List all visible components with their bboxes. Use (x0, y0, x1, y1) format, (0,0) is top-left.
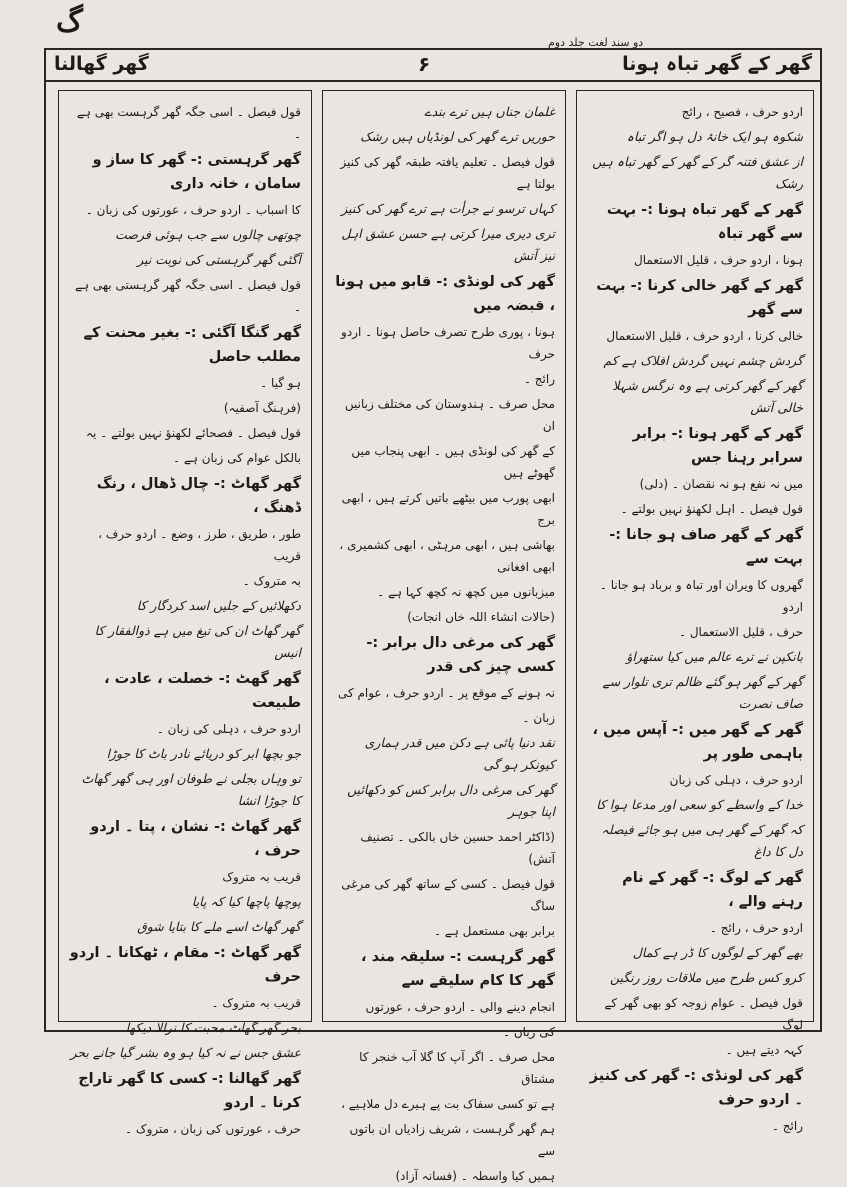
definition-text: میں نہ نفع ہو نہ نقصان ۔ (دلی) (639, 477, 803, 491)
definition-text: قول فیصل ۔ تعلیم یافتہ طبقہ گھر کی کنیز بولتا ہے (340, 155, 555, 191)
headword-entry: گھر کے گھر صاف ہو جانا :- بہت سے (609, 527, 803, 567)
headword-entry: گھر گھاٹ :- مقام ، ٹھکانا ۔ اردو حرف (69, 945, 301, 985)
definition-text: نہ ہونے کے موقع پر ۔ اردو حرف ، عوام کی (337, 686, 555, 700)
definition-text: (ڈاکٹر احمد حسین خاں بالکی ۔ تصنیف آتش) (360, 830, 555, 866)
verse-line: جو بچھا ابر کو دریائے نادر باٹ کا جوڑا (106, 746, 301, 761)
definition-text: زبان ۔ (522, 711, 555, 725)
column-right (576, 90, 814, 1133)
definition-text: ہم گھر گرہست ، شریف زادیاں ان باتوں سے (349, 1122, 555, 1158)
definition-text: قول فیصل ۔ اہل لکھنؤ نہیں بولتے ۔ (620, 502, 803, 516)
verse-line: غلمان جناں ہیں ترے بندے (424, 104, 555, 119)
definition-text: قریب بہ متروک ۔ (211, 996, 301, 1010)
last-headword-title: گھر گھالنا (54, 53, 149, 75)
verse-line: خدا کے واسطے کو سعی اور مدعا ہوا کا (596, 797, 803, 812)
definition-text: حرف ، قلیل الاستعمال ۔ (678, 625, 803, 639)
verse-line: شکوہ ہو ایک خانۂ دل ہو اگر تباہ (626, 129, 803, 144)
headword-entry: گھر گنگا آگئی :- بغیر محنت کے مطلب حاصل (83, 325, 301, 365)
definition-text: گھروں کا ویران اور تباہ و برباد ہو جانا ۔ اردو (599, 578, 803, 614)
definition-text: رائج ۔ (771, 1119, 803, 1133)
headword-entry: گھر کے گھر خالی کرنا :- بہت سے گھر (596, 278, 803, 318)
verse-line: دکھلائیں کے جلیں اسد کردگار کا (136, 598, 301, 613)
definition-text: کی زبان ۔ (503, 1025, 555, 1039)
first-headword-title: گھر کے گھر تباہ ہونا (622, 53, 812, 75)
definition-text: رائج ۔ (523, 372, 555, 386)
verse-line: از عشق فتنہ گر کے گھر کے گھر تباہ ہیں رشک (592, 154, 803, 191)
verse-line: بانکپن نے ترے عالم میں کیا ستھراؤ (626, 649, 803, 664)
definition-text: محل صرف ۔ اگر آپ کا گلا آب خنجر کا مشتاق (359, 1050, 555, 1086)
verse-line: چوتھی چالوں سے جب ہوئی فرصت (115, 227, 301, 242)
definition-text: قول فیصل ۔ اسی جگہ گھر گرہستی بھی ہے ۔ (74, 278, 301, 314)
definition-text: قول فیصل ۔ فصحائے لکھنؤ نہیں بولتے ۔ یہ (86, 426, 301, 440)
definition-text: ہے تو کسی سفاک بت پے ہیرے دل ملاہیے ، (341, 1097, 555, 1111)
headword-entry: گھر گھٹ :- خصلت ، عادت ، طبیعت (104, 671, 301, 711)
definition-text: کا اسباب ۔ اردو حرف ، عورتوں کی زبان ۔ (85, 203, 301, 217)
definition-text: کہہ دیتے ہیں ۔ (725, 1043, 803, 1057)
verse-line: حوریں ترے گھر کی لونڈیاں ہیں رشک (360, 129, 555, 144)
verse-line: عشق جس نے نہ کیا ہو وہ بشر گیا جانے بحر (70, 1045, 301, 1060)
verse-line: نقد دنیا پائی ہے دکن میں قدر ہماری کیونکر ہو گی (364, 735, 555, 772)
headword-entry: گھر کی لونڈی :- گھر کی کنیز ۔ اردو حرف (589, 1068, 803, 1108)
verse-line: آگئی گھر گرہستی کی نوبت نیر (137, 252, 301, 267)
headword-entry: گھر کی لونڈی :- قابو میں ہونا ، قبضہ میں (335, 274, 555, 314)
verse-line: گھر گھاٹ ان کی تیغ میں ہے ذوالفقار کا انیس (94, 623, 301, 660)
definition-text: محل صرف ۔ ہندوستان کی مختلف زبانیں ان (344, 397, 555, 433)
definition-text: ہمیں کیا واسطہ ۔ (فسانہ آزاد) (395, 1169, 555, 1183)
headword-entry: گھر گرہستی :- گھر کا ساز و سامان ، خانہ داری (92, 152, 301, 192)
definition-text: ابھی پورب میں بیٹھے باتیں کرتے ہیں ، ابھی برج (341, 491, 555, 527)
definition-text: (فرہنگ آصفیہ) (223, 401, 301, 415)
headword-entry: گھر کی مرغی دال برابر :- کسی چیز کی قدر (366, 635, 555, 675)
verse-line: گھر گھاٹ اسے ملے کا بتایا شوق (137, 919, 301, 934)
verse-line: تری دیری میرا کرتی ہے حسن عشق اہل نیز آتش (341, 226, 555, 263)
definition-text: ہونا ، پوری طرح تصرف حاصل ہونا ۔ اردو حرف (341, 325, 555, 361)
definition-text: انجام دینے والی ۔ اردو حرف ، عورتوں (365, 1000, 555, 1014)
definition-text: ہو گیا ۔ (260, 376, 301, 390)
headword-entry: گھر کے لوگ :- گھر کے نام رہنے والے ، (622, 870, 803, 910)
definition-text: قول فیصل ۔ عوام زوجہ کو بھی گھر کے لوگ (604, 996, 803, 1032)
definition-text: ہونا ، اردو حرف ، قلیل الاستعمال (634, 253, 803, 267)
verse-line: کہاں ترسو نے جرأت ہے ترے گھر کی کنیز (341, 201, 555, 216)
verse-line: گھر کی مرغی دال برابر کس کو دکھائیں اپنا جوہر (347, 782, 555, 819)
definition-text: اردو حرف ، دہلی کی زبان (669, 773, 803, 787)
definition-text: حرف ، عورتوں کی زبان ، متروک ۔ (125, 1122, 301, 1136)
definition-text: اردو حرف ، فصیح ، رائج (681, 105, 803, 119)
definition-text: بھاشی ہیں ، ابھی مرہٹی ، ابھی کشمیری ، ابھی افغانی (339, 538, 555, 574)
page-frame (44, 48, 822, 1183)
definition-text: قول فیصل ۔ کسی کے ساتھ گھر کی مرغی ساگ (341, 877, 555, 913)
headword-entry: گھر کے گھر تباہ ہونا :- بہت سے گھر تباہ (606, 202, 803, 242)
page-number: ۶ (418, 52, 431, 76)
definition-text: بہ متروک ۔ (242, 574, 301, 588)
definition-text: کے گھر کی لونڈی ہیں ۔ ابھی پنجاب میں گھوٹے ہیں (351, 444, 555, 480)
verse-line: بحر گھر گھاٹ محبت کا نرالا دیکھا (125, 1020, 301, 1035)
running-header-note: دو سند لغت جلد دوم (548, 36, 644, 49)
definition-text: قریب بہ متروک (222, 870, 301, 884)
headword-entry: گھر کے گھر ہونا :- برابر سرابر رہنا جس (632, 426, 803, 466)
verse-line: تو وہاں بجلی نے طوفان اور ہی گھر گھاٹ کا جوڑا انشا (81, 771, 301, 808)
definition-text: بالکل عوام کی زبان ہے ۔ (173, 451, 301, 465)
verse-line: کرو کس طرح میں ملاقات روز رنگین (609, 970, 803, 985)
headword-entry: گھر گرہست :- سلیقہ مند ، گھر کا کام سلیقے سے (361, 949, 555, 989)
definition-text: (حالات انشاء اللہ خاں انجات) (407, 610, 555, 624)
column-left (58, 90, 312, 1136)
definition-text: طور ، طریق ، طرز ، وضع ۔ اردو حرف ، قریب (98, 527, 301, 563)
verse-line: کہ گھر کے گھر ہی میں ہو جائے فیصلہ دل کا داغ (601, 822, 803, 859)
title-bar (46, 50, 820, 82)
headword-entry: گھر گھاٹ :- چال ڈھال ، رنگ ڈھنگ ، (96, 476, 301, 516)
definition-text: میزبانوں میں کچھ نہ کچھ کہا ہے ۔ (377, 585, 555, 599)
definition-text: خالی کرنا ، اردو حرف ، قلیل الاستعمال (606, 329, 803, 343)
definition-text: اردو حرف ، دہلی کی زبان ۔ (156, 722, 301, 736)
verse-line: گھر کے گھر کرتی ہے وہ نرگس شہلا خالی آتش (612, 378, 803, 415)
definition-text: اردو حرف ، رائج ۔ (709, 921, 803, 935)
verse-line: پوچھا پاچھا کیا کہ پایا (191, 894, 301, 909)
column-middle (322, 90, 566, 1183)
headword-entry: گھر گھالنا :- کسی کا گھر تاراج کرنا ۔ اردو (78, 1071, 301, 1111)
definition-text: قول فیصل ۔ اسی جگہ گھر گرہست بھی ہے ۔ (76, 105, 301, 141)
verse-line: بھے گھر کے لوگوں کا ڈر ہے کمال (632, 945, 803, 960)
verse-line: گھر کے گھر ہو گئے ظالم تری تلوار سے صاف نصرت (602, 674, 803, 711)
section-letter: گ (56, 4, 83, 39)
definition-text: برابر بھی مستعمل ہے ۔ (433, 924, 555, 938)
headword-entry: گھر گھاٹ :- نشان ، پتا ۔ اردو حرف ، (90, 819, 301, 859)
headword-entry: گھر کے گھر میں :- آپس میں ، باہمی طور پر (592, 722, 803, 762)
verse-line: گردش چشم نہیں گردش افلاک ہے کم (603, 353, 803, 368)
